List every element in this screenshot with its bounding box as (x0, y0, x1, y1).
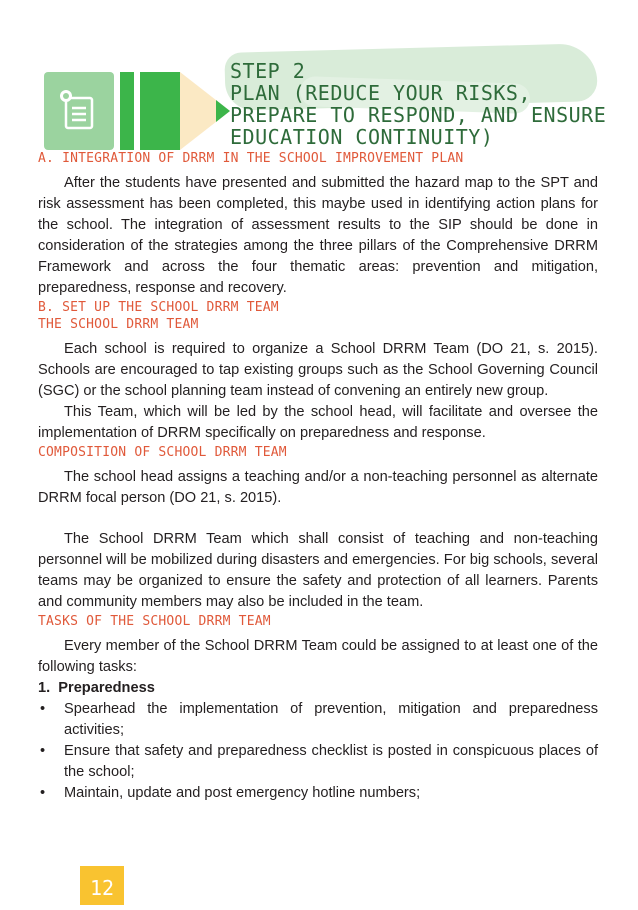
task-1-heading (38, 678, 598, 699)
plan-document-icon (60, 90, 98, 134)
section-a-paragraph: After the students have presented and submitted the hazard map to the SPT and risk assessment has been completed, this maybe used in identifying action plans for the school. The integration of assessment results to the SIP should be done in consideration of the strategies among the three pillars of the Comprehensive DRRM Framework and across the four thematic areas: prevention and mitigation, preparedness, response and recovery. (38, 175, 598, 296)
task-1-number: 1. (38, 680, 51, 696)
section-b-subheading: THE SCHOOL DRRM TEAM (38, 317, 199, 332)
tasks-paragraph: Every member of the School DRRM Team could be assigned to at least one of the following tasks: (38, 638, 598, 675)
list-item: • Spearhead the implementation of prevention, mitigation and preparedness activities; (40, 701, 598, 738)
bullet-icon: • (40, 743, 46, 759)
pencil-stripe (120, 72, 134, 150)
step-label: STEP 2 (230, 59, 306, 83)
bullet-icon: • (40, 701, 46, 717)
section-b-paragraph-1: Each school is required to organize a School DRRM Team (DO 21, s. 2015). Schools are encouraged to tap existing groups such as the School Governing Council (SGC) or the school planning team instead of convening an entirely new group. (38, 341, 598, 399)
step-title: PLAN (REDUCE YOUR RISKS, PREPARE TO RESPOND, AND ENSURE EDUCATION CONTINUITY) (230, 81, 607, 149)
pencil-graphic (44, 72, 234, 150)
main-content (38, 150, 598, 804)
task-1-list (38, 699, 598, 804)
bullet-icon: • (40, 785, 46, 801)
page-number-badge: 12 (80, 866, 124, 905)
tasks-heading: TASKS OF THE SCHOOL DRRM TEAM (38, 614, 271, 629)
step-title-block (230, 60, 610, 148)
step-banner (0, 20, 638, 170)
pencil-body (140, 72, 180, 150)
list-item: • Maintain, update and post emergency hotline numbers; (38, 783, 598, 804)
composition-heading: COMPOSITION OF SCHOOL DRRM TEAM (38, 445, 287, 460)
section-b-paragraph-2: This Team, which will be led by the school head, will facilitate and oversee the implementation of DRRM specifically on preparedness and response. (38, 404, 598, 441)
composition-paragraph-1: The school head assigns a teaching and/or a non-teaching personnel as alternate DRRM focal person (DO 21, s. 2015). (38, 469, 598, 506)
list-item: • Ensure that safety and preparedness checklist is posted in conspicuous places of the school; (40, 743, 598, 780)
task-1-title: Preparedness (58, 680, 155, 696)
composition-paragraph-2: The School DRRM Team which shall consist of teaching and non-teaching personnel will be mobilized during disasters and emergencies. For big schools, several teams may be organized to ensure the safety and protection of all learners. Parents and community members may also be included in the team. (38, 531, 598, 610)
section-a-heading: A. INTEGRATION OF DRRM IN THE SCHOOL IMPROVEMENT PLAN (38, 151, 464, 166)
pencil-lead (216, 100, 230, 122)
section-b-heading: B. SET UP THE SCHOOL DRRM TEAM (38, 300, 279, 315)
